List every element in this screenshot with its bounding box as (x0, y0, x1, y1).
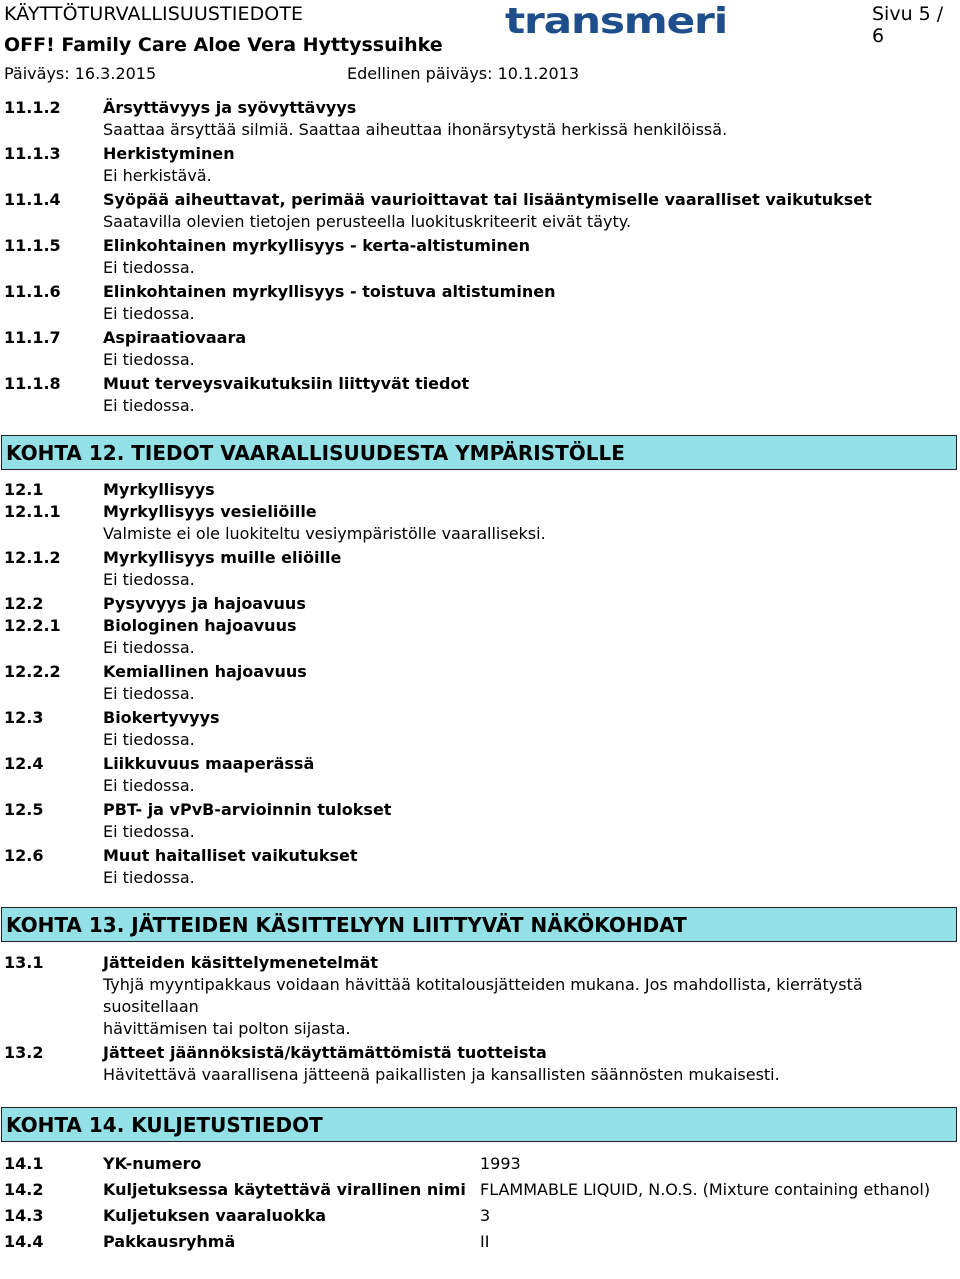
subsection-text: Ei tiedossa. (103, 684, 195, 703)
document-type-title: KÄYTTÖTURVALLISUUSTIEDOTE (4, 3, 304, 25)
subsection-title: Elinkohtainen myrkyllisyys - kerta-altistuminen (103, 236, 531, 255)
row-label: Kuljetuksessa käytettävä virallinen nimi (103, 1180, 466, 1199)
subsection-number: 12.6 (4, 846, 44, 865)
subsection-text: Valmiste ei ole luokiteltu vesiympäristölle vaaralliseksi. (103, 524, 546, 543)
subsection-13-1 (4, 952, 954, 1040)
subsection-text-line-2: hävittämisen tai polton sijasta. (103, 1019, 351, 1038)
subsection-12-5 (4, 799, 954, 843)
subsection-text: Ei tiedossa. (103, 822, 195, 841)
subsection-text: Ei tiedossa. (103, 776, 195, 795)
transport-table (4, 1151, 954, 1255)
row-label: YK-numero (103, 1154, 202, 1173)
section-12-header: KOHTA 12. TIEDOT VAARALLISUUDESTA YMPÄRISTÖLLE (1, 435, 957, 470)
subsection-text: Saatavilla olevien tietojen perusteella luokituskriteerit eivät täyty. (103, 212, 632, 231)
subsection-text: Ei herkistävä. (103, 166, 212, 185)
table-row (4, 1229, 954, 1255)
subsection-text: Saattaa ärsyttää silmiä. Saattaa aiheuttaa ihonärsytystä herkissä henkilöissä. (103, 120, 728, 139)
section-13-header: KOHTA 13. JÄTTEIDEN KÄSITTELYYN LIITTYVÄT NÄKÖKOHDAT (1, 907, 957, 942)
subsection-title: Liikkuvuus maaperässä (103, 754, 315, 773)
subsection-13-2 (4, 1042, 954, 1086)
subsection-text-line-1: Tyhjä myyntipakkaus voidaan hävittää kotitalousjätteiden mukana. Jos mahdollista, kierrätystä suositellaan (103, 975, 863, 1016)
row-number: 14.4 (4, 1232, 44, 1251)
subsection-text: Ei tiedossa. (103, 570, 195, 589)
row-value: 3 (480, 1206, 491, 1225)
subsection-title: Elinkohtainen myrkyllisyys - toistuva altistuminen (103, 282, 556, 301)
subsection-number: 11.1.2 (4, 98, 61, 117)
subsection-12-1-2 (4, 547, 954, 591)
table-row (4, 1203, 954, 1229)
page-number: Sivu 5 / 6 (872, 3, 944, 47)
subsection-text: Ei tiedossa. (103, 638, 195, 657)
subsection-title: Pysyvyys ja hajoavuus (103, 594, 306, 613)
subsection-number: 12.2.1 (4, 616, 61, 635)
subsection-title: Jätteet jäännöksistä/käyttämättömistä tuotteista (103, 1043, 547, 1062)
subsection-number: 12.5 (4, 800, 44, 819)
subsection-number: 12.2 (4, 594, 44, 613)
subsection-number: 13.1 (4, 953, 44, 972)
subsection-12-2-2 (4, 661, 954, 705)
subsection-12-3 (4, 707, 954, 751)
row-number: 14.1 (4, 1154, 44, 1173)
row-number: 14.2 (4, 1180, 44, 1199)
subsection-12-1 (4, 479, 954, 501)
subsection-number: 11.1.3 (4, 144, 61, 163)
subsection-title: Biologinen hajoavuus (103, 616, 297, 635)
subsection-title: PBT- ja vPvB-arvioinnin tulokset (103, 800, 392, 819)
subsection-12-2-1 (4, 615, 954, 659)
subsection-text: Ei tiedossa. (103, 304, 195, 323)
subsection-number: 11.1.7 (4, 328, 61, 347)
table-row (4, 1177, 954, 1203)
subsection-number: 11.1.6 (4, 282, 61, 301)
subsection-title: Syöpää aiheuttavat, perimää vaurioittavat tai lisääntymiselle vaaralliset vaikutukset (103, 190, 872, 209)
subsection-12-2 (4, 593, 954, 615)
subsection-12-4 (4, 753, 954, 797)
subsection-text: Ei tiedossa. (103, 396, 195, 415)
subsection-text: Ei tiedossa. (103, 258, 195, 277)
subsection-text: Ei tiedossa. (103, 868, 195, 887)
subsection-11-1-2 (4, 97, 954, 141)
row-number: 14.3 (4, 1206, 44, 1225)
subsection-title: Aspiraatiovaara (103, 328, 247, 347)
row-value: 1993 (480, 1154, 521, 1173)
subsection-title: Biokertyvyys (103, 708, 220, 727)
subsection-title: Myrkyllisyys vesieliöille (103, 502, 317, 521)
row-label: Kuljetuksen vaaraluokka (103, 1206, 326, 1225)
document-body (4, 97, 954, 1255)
row-label: Pakkausryhmä (103, 1232, 236, 1251)
row-value: II (480, 1232, 490, 1251)
subsection-12-6 (4, 845, 954, 889)
subsection-number: 12.3 (4, 708, 44, 727)
subsection-11-1-7 (4, 327, 954, 371)
subsection-number: 12.4 (4, 754, 44, 773)
issue-date: Päiväys: 16.3.2015 (4, 64, 157, 83)
subsection-number: 11.1.8 (4, 374, 61, 393)
subsection-11-1-6 (4, 281, 954, 325)
subsection-title: Myrkyllisyys (103, 480, 215, 499)
subsection-12-1-1 (4, 501, 954, 545)
subsection-number: 11.1.4 (4, 190, 61, 209)
subsection-11-1-8 (4, 373, 954, 417)
subsection-title: Muut haitalliset vaikutukset (103, 846, 358, 865)
subsection-title: Kemiallinen hajoavuus (103, 662, 307, 681)
subsection-number: 12.2.2 (4, 662, 61, 681)
subsection-number: 12.1.2 (4, 548, 61, 567)
subsection-text: Hävitettävä vaarallisena jätteenä paikallisten ja kansallisten säännösten mukaisesti. (103, 1065, 780, 1084)
subsection-title: Myrkyllisyys muille eliöille (103, 548, 342, 567)
section-14-header: KOHTA 14. KULJETUSTIEDOT (1, 1107, 957, 1142)
subsection-text: Ei tiedossa. (103, 350, 195, 369)
product-name: OFF! Family Care Aloe Vera Hyttyssuihke (4, 34, 443, 56)
row-value: FLAMMABLE LIQUID, N.O.S. (Mixture containing ethanol) (480, 1180, 931, 1199)
subsection-title: Herkistyminen (103, 144, 235, 163)
subsection-title: Jätteiden käsittelymenetelmät (103, 953, 379, 972)
subsection-number: 13.2 (4, 1043, 44, 1062)
transmeri-logo (505, 4, 727, 38)
subsection-title: Ärsyttävyys ja syövyttävyys (103, 98, 357, 117)
subsection-text: Ei tiedossa. (103, 730, 195, 749)
subsection-11-1-3 (4, 143, 954, 187)
subsection-title: Muut terveysvaikutuksiin liittyvät tiedot (103, 374, 470, 393)
table-row (4, 1151, 954, 1177)
subsection-11-1-5 (4, 235, 954, 279)
subsection-number: 12.1 (4, 480, 44, 499)
subsection-number: 12.1.1 (4, 502, 61, 521)
logo-wordmark: transmeri (505, 4, 727, 38)
subsection-11-1-4 (4, 189, 954, 233)
subsection-number: 11.1.5 (4, 236, 61, 255)
previous-date: Edellinen päiväys: 10.1.2013 (347, 64, 580, 83)
